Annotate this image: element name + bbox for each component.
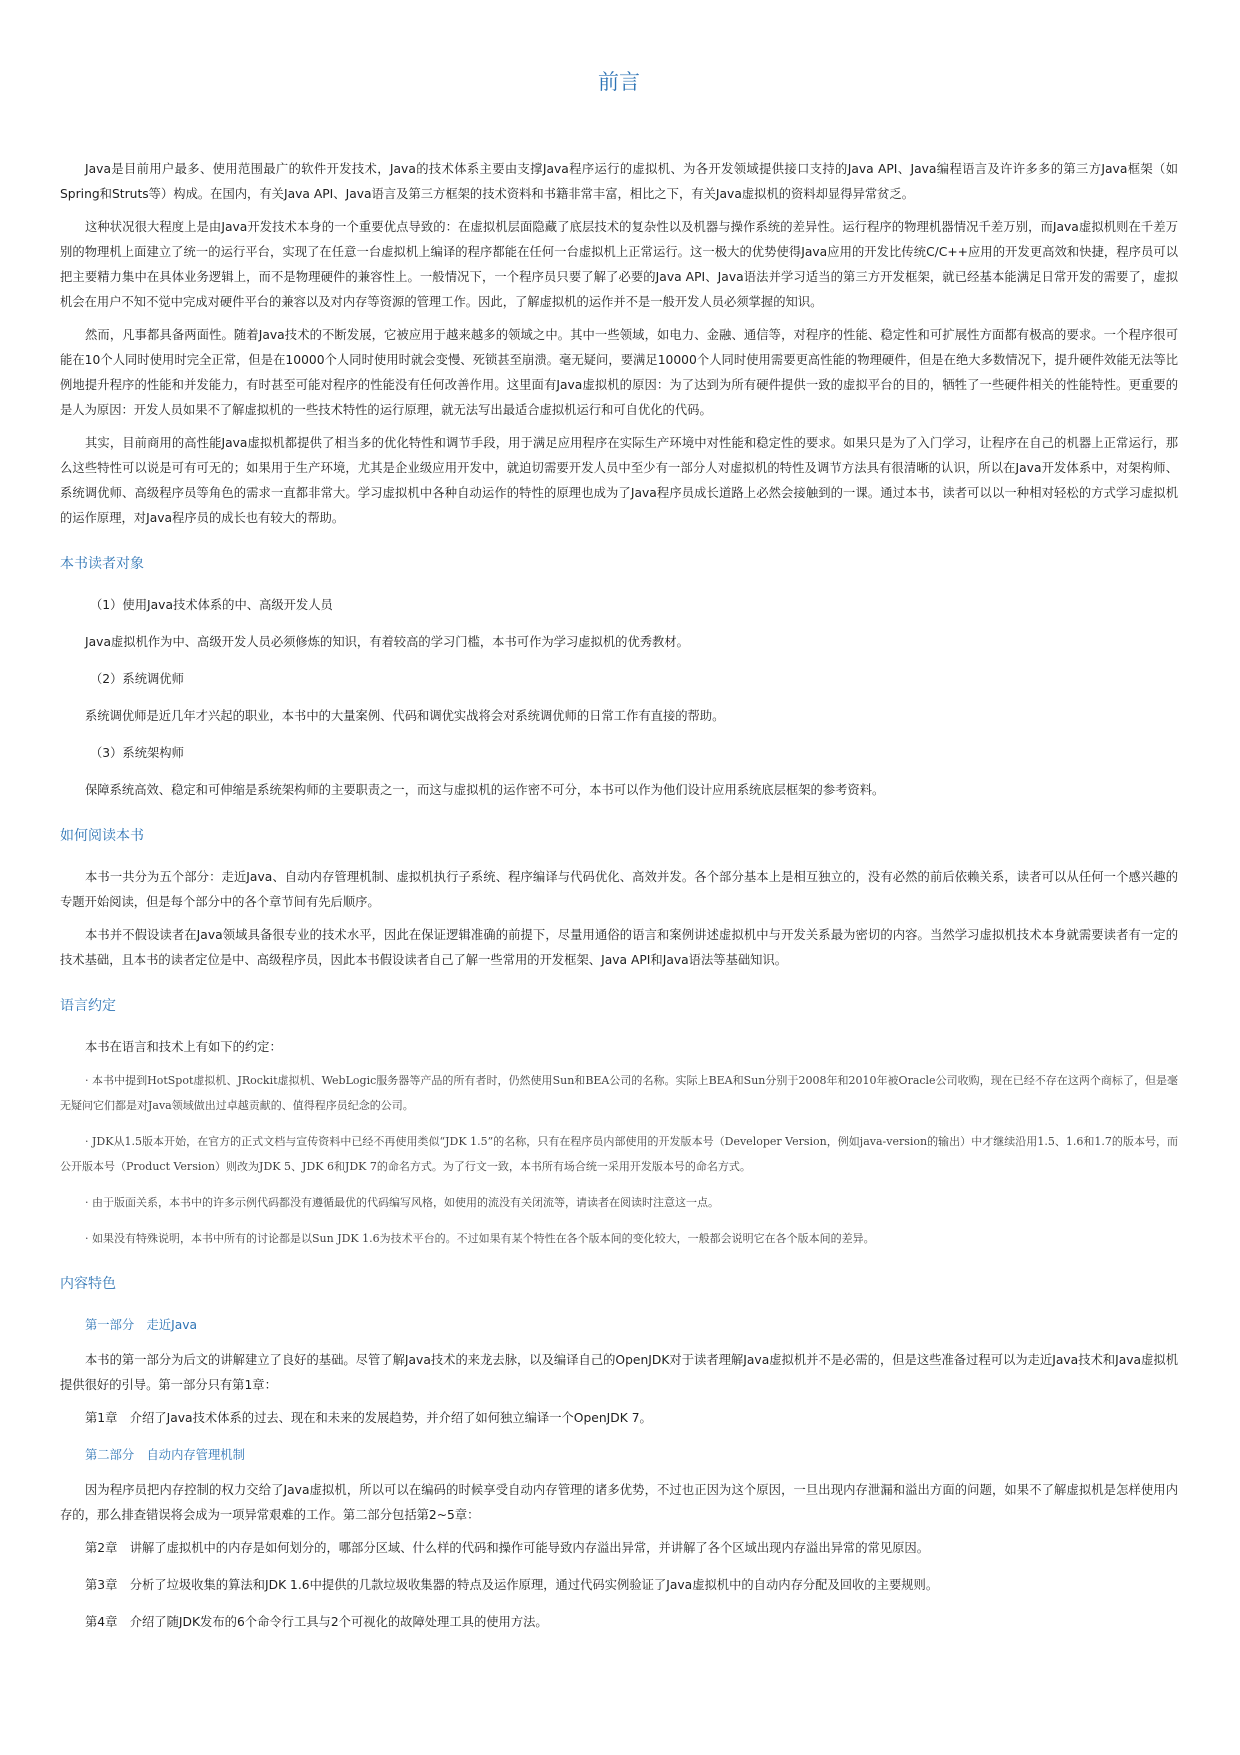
page-title: 前言 — [598, 70, 640, 94]
reader-desc-1: Java虚拟机作为中、高级开发人员必须修炼的知识，有着较高的学习门槛，本书可作为学习虚拟机的优秀教材。 — [85, 635, 689, 649]
conventions-lead: 本书在语言和技术上有如下的约定： — [85, 1040, 282, 1054]
chapter-3: 第3章 分析了垃圾收集的算法和JDK 1.6中提供的几款垃圾收集器的特点及运作原理，通过代码实例验证了Java虚拟机中的自动内存分配及回收的主要规则。 — [85, 1578, 939, 1592]
part1-text: 本书的第一部分为后文的讲解建立了良好的基础。尽管了解Java技术的来龙去脉，以及编译自己的OpenJDK对于读者理解Java虚拟机并不是必需的，但是这些准备过程可以为走近Java技术和Java虚拟机提供很好的引导。第一部分只有第1章： — [60, 1353, 1178, 1392]
convention-item-4: · 如果没有特殊说明，本书中所有的讨论都是以Sun JDK 1.6为技术平台的。不过如果有某个特性在各个版本间的变化较大，一般都会说明它在各个版本间的差异。 — [85, 1232, 875, 1245]
intro-paragraph-4: 其实，目前商用的高性能Java虚拟机都提供了相当多的优化特性和调节手段，用于满足应用程序在实际生产环境中对性能和稳定性的要求。如果只是为了入门学习，让程序在自己的机器上正常运行，那么这些特性可以说是可有可无的；如果用于生产环境，尤其是企业级应用开发中，就迫切需要开发人员中至少有一部分人对虚拟机的特性及调节方法具有很清晰的认识，所以在Java开发体系中，对架构师、系统调优师、高级程序员等角色的需求一直都非常大。学习虚拟机中各种自动运作的特性的原理也成为了Java程序员成长道路上必然会接触到的一课。通过本书，读者可以以一种相对轻松的方式学习虚拟机的运作原理，对Java程序员的成长也有较大的帮助。 — [60, 436, 1178, 525]
convention-item-2: · JDK从1.5版本开始，在官方的正式文档与宣传资料中已经不再使用类似“JDK 1.5”的名称，只有在程序员内部使用的开发版本号（Developer Version，例如java-version的输出）中才继续沿用1.5、1.6和1.7的版本号，而公开版本号（Product Version）则改为JDK 5、JDK 6和JDK 7的命名方式。为了行文一致，本书所有场合统一采用开发版本号的命名方式。 — [60, 1135, 1178, 1173]
convention-item-3: · 由于版面关系，本书中的许多示例代码都没有遵循最优的代码编写风格，如使用的流没有关闭流等，请读者在阅读时注意这一点。 — [85, 1196, 719, 1209]
part2-text: 因为程序员把内存控制的权力交给了Java虚拟机，所以可以在编码的时候享受自动内存管理的诸多优势，不过也正因为这个原因，一旦出现内存泄漏和溢出方面的问题，如果不了解虚拟机是怎样使用内存的，那么排查错误将会成为一项异常艰难的工作。第二部分包括第2~5章： — [60, 1483, 1178, 1522]
intro-paragraph-1: Java是目前用户最多、使用范围最广的软件开发技术，Java的技术体系主要由支撑Java程序运行的虚拟机、为各开发领域提供接口支持的Java API、Java编程语言及许许多多的第三方Java框架（如Spring和Struts等）构成。在国内，有关Java API、Java语言及第三方框架的技术资料和书籍非常丰富，相比之下，有关Java虚拟机的资料却显得异常贫乏。 — [60, 162, 1178, 201]
chapter-1: 第1章 介绍了Java技术体系的过去、现在和未来的发展趋势，并介绍了如何独立编译一个OpenJDK 7。 — [85, 1411, 652, 1425]
readers-heading: 本书读者对象 — [60, 556, 144, 572]
chapter-2: 第2章 讲解了虚拟机中的内存是如何划分的，哪部分区域、什么样的代码和操作可能导致内存溢出异常，并讲解了各个区域出现内存溢出异常的常见原因。 — [85, 1541, 930, 1555]
reader-desc-3: 保障系统高效、稳定和可伸缩是系统架构师的主要职责之一，而这与虚拟机的运作密不可分，本书可以作为他们设计应用系统底层框架的参考资料。 — [85, 783, 885, 797]
howto-paragraph-1: 本书一共分为五个部分：走近Java、自动内存管理机制、虚拟机执行子系统、程序编译与代码优化、高效并发。各个部分基本上是相互独立的，没有必然的前后依赖关系，读者可以从任何一个感兴趣的专题开始阅读，但是每个部分中的各个章节间有先后顺序。 — [60, 870, 1178, 909]
part1-title: 第一部分 走近Java — [85, 1318, 198, 1332]
conventions-heading: 语言约定 — [60, 998, 116, 1014]
part2-title: 第二部分 自动内存管理机制 — [85, 1448, 245, 1462]
reader-item-2: （2）系统调优师 — [90, 672, 184, 686]
features-heading: 内容特色 — [60, 1276, 116, 1292]
intro-paragraph-2: 这种状况很大程度上是由Java开发技术本身的一个重要优点导致的：在虚拟机层面隐藏了底层技术的复杂性以及机器与操作系统的差异性。运行程序的物理机器情况千差万别，而Java虚拟机则在千差万别的物理机上面建立了统一的运行平台，实现了在任意一台虚拟机上编译的程序都能在任何一台虚拟机上正常运行。这一极大的优势使得Java应用的开发比传统C/C++应用的开发更高效和快捷，程序员可以把主要精力集中在具体业务逻辑上，而不是物理硬件的兼容性上。一般情况下，一个程序员只要了解了必要的Java API、Java语法并学习适当的第三方开发框架，就已经基本能满足日常开发的需要了，虚拟机会在用户不知不觉中完成对硬件平台的兼容以及对内存等资源的管理工作。因此，了解虚拟机的运作并不是一般开发人员必须掌握的知识。 — [60, 220, 1178, 309]
intro-paragraph-3: 然而，凡事都具备两面性。随着Java技术的不断发展，它被应用于越来越多的领域之中。其中一些领域，如电力、金融、通信等，对程序的性能、稳定性和可扩展性方面都有极高的要求。一个程序很可能在10个人同时使用时完全正常，但是在10000个人同时使用时就会变慢、死锁甚至崩溃。毫无疑问，要满足10000个人同时使用需要更高性能的物理硬件，但是在绝大多数情况下，提升硬件效能无法等比例地提升程序的性能和并发能力，有时甚至可能对程序的性能没有任何改善作用。这里面有Java虚拟机的原因：为了达到为所有硬件提供一致的虚拟平台的目的，牺牲了一些硬件相关的性能特性。更重要的是人为原因：开发人员如果不了解虚拟机的一些技术特性的运行原理，就无法写出最适合虚拟机运行和可自优化的代码。 — [60, 328, 1178, 417]
chapter-4: 第4章 介绍了随JDK发布的6个命令行工具与2个可视化的故障处理工具的使用方法。 — [85, 1615, 548, 1629]
howto-heading: 如何阅读本书 — [60, 828, 144, 844]
reader-item-1: （1）使用Java技术体系的中、高级开发人员 — [90, 598, 333, 612]
reader-item-3: （3）系统架构师 — [90, 746, 184, 760]
reader-desc-2: 系统调优师是近几年才兴起的职业，本书中的大量案例、代码和调优实战将会对系统调优师的日常工作有直接的帮助。 — [85, 709, 725, 723]
howto-paragraph-2: 本书并不假设读者在Java领域具备很专业的技术水平，因此在保证逻辑准确的前提下，尽量用通俗的语言和案例讲述虚拟机中与开发关系最为密切的内容。当然学习虚拟机技术本身就需要读者有一定的技术基础，且本书的读者定位是中、高级程序员，因此本书假设读者自己了解一些常用的开发框架、Java API和Java语法等基础知识。 — [60, 928, 1178, 967]
convention-item-1: · 本书中提到HotSpot虚拟机、JRockit虚拟机、WebLogic服务器等产品的所有者时，仍然使用Sun和BEA公司的名称。实际上BEA和Sun分别于2008年和2010年被Oracle公司收购，现在已经不存在这两个商标了，但是毫无疑问它们都是对Java领域做出过卓越贡献的、值得程序员纪念的公司。 — [60, 1074, 1178, 1112]
